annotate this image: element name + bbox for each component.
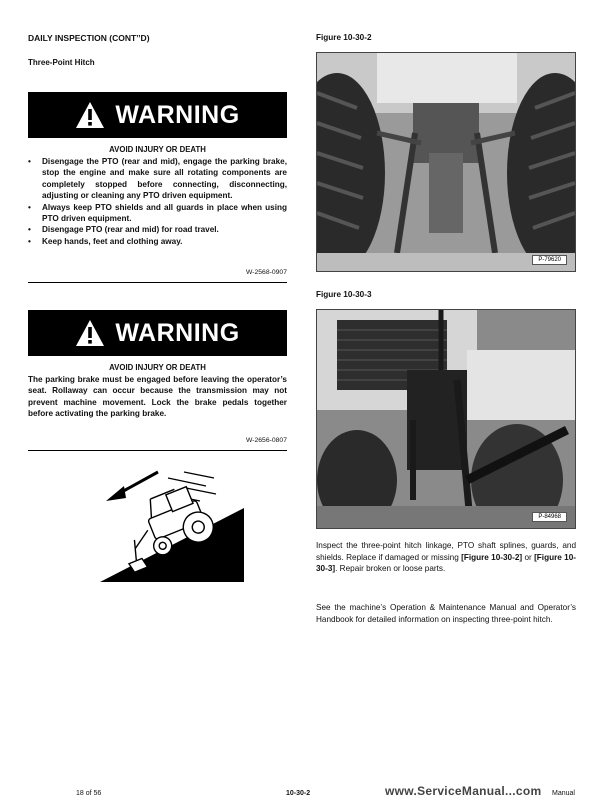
figure-photo-1 (316, 52, 576, 272)
warning-label: WARNING (115, 318, 240, 347)
figure-reference-link[interactable]: [Figure 10-30-3] (316, 552, 576, 574)
warning-heading-2: AVOID INJURY OR DEATH (109, 363, 206, 372)
warning-bullet-list (28, 156, 287, 247)
warning-banner-2 (28, 310, 287, 356)
three-point-hitch-rear-photo (317, 53, 575, 271)
body-paragraph-2: See the machine’s Operation & Maintenance Manual and Operator’s Handbook for detailed information on inspecting three-point hitch. (316, 603, 576, 624)
list-item: • Keep hands, feet and clothing away. (28, 236, 183, 246)
subsection-title: Three-Point Hitch (28, 58, 95, 67)
warning-triangle-icon (75, 319, 105, 347)
list-item: • Disengage PTO (rear and mid) for road travel. (28, 225, 219, 235)
figure-reference-link[interactable]: [Figure 10-30-2] (461, 552, 523, 562)
list-item: • Always keep PTO shields and all guards in place when using PTO driven equipment. (28, 202, 287, 224)
figure-title-1: Figure 10-30-2 (316, 33, 372, 42)
page-number: 10-30-2 (286, 790, 311, 797)
photo-code-2: P-84968 (532, 512, 567, 522)
rollaway-illustration (96, 468, 246, 586)
figure-photo-2 (316, 309, 576, 529)
warning-code-1: W-2568-0907 (245, 269, 287, 276)
warning-triangle-icon (75, 101, 105, 129)
warning-code-2: W-2656-0807 (245, 437, 287, 444)
body-paragraph-1: Inspect the three-point hitch linkage, PTO shaft splines, guards, and shields. Replace if damaged or missing [Figure 10-30-2] or [Figure 10-30-3]. Repair broken or loose parts. (316, 541, 576, 574)
manual-label: Manual (552, 790, 575, 797)
warning-label: WARNING (115, 100, 240, 129)
page-count: 18 of 56 (76, 790, 102, 797)
section-title: DAILY INSPECTION (CONT’’D) (28, 33, 150, 43)
three-point-hitch-side-photo (317, 310, 575, 528)
divider (28, 450, 287, 451)
list-item: • Disengage the PTO (rear and mid), engage the parking brake, stop the engine and make sure all rotating components are completely stopped before connecting, disconnecting, adjusting or cleaning any PTO driven equipment. (28, 157, 287, 201)
divider (28, 282, 287, 283)
warning-text-2: The parking brake must be engaged before leaving the operator’s seat. Rollaway can occur because the transmission may not prevent machine movement. Lock the brake pedals together before activating the parking brake. (28, 375, 287, 418)
watermark: www.ServiceManual...com (385, 784, 542, 798)
warning-heading-1: AVOID INJURY OR DEATH (109, 145, 206, 154)
photo-code-1: P-79620 (532, 255, 567, 265)
figure-title-2: Figure 10-30-3 (316, 290, 372, 299)
warning-banner-1 (28, 92, 287, 138)
